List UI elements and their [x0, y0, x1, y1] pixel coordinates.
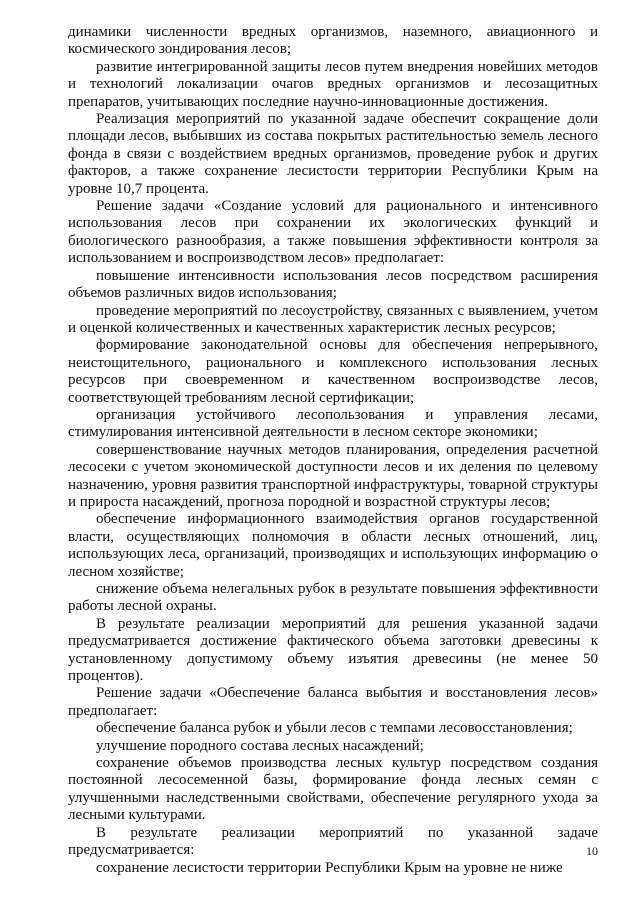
paragraph: повышение интенсивности использования лесов посредством расширения объемов различных видов использования;	[68, 267, 598, 302]
paragraph: развитие интегрированной защиты лесов путем внедрения новейших методов и технологий локализации очагов вредных организмов и лесозащитных препаратов, учитывающих последние научно-инновационные достижения.	[68, 58, 598, 110]
paragraph: организация устойчивого лесопользования и управления лесами, стимулирования интенсивной деятельности в лесном секторе экономики;	[68, 406, 598, 441]
paragraph: В результате реализации мероприятий по указанной задаче предусматривается:	[68, 824, 598, 859]
paragraph: проведение мероприятий по лесоустройству, связанных с выявлением, учетом и оценкой количественных и качественных характеристик лесных ресурсов;	[68, 302, 598, 336]
paragraph: В результате реализации мероприятий для решения указанной задачи предусматривается достижение фактического объема заготовки древесины к установленному допустимому объему изъятия древесины (не менее 50 процентов).	[68, 615, 598, 685]
paragraph: снижение объема нелегальных рубок в результате повышения эффективности работы лесной охраны.	[68, 581, 598, 615]
paragraph: Реализация мероприятий по указанной задаче обеспечит сокращение доли площади лесов, выбывших из состава покрытых растительностью земель лесного фонда в связи с воздействием вредных организмов, проведение рубок и других факторов, а также сохранение лесистости территории Республики Крым на уровне 10,7 процента.	[68, 111, 598, 197]
paragraph: совершенствование научных методов планирования, определения расчетной лесосеки с учетом экономической доступности лесов и их деления по целевому назначению, уровня развития транспортной инфраструктуры, товарной структуры и прироста насаждений, прогноза породной и возрастной структуры лесов;	[68, 441, 598, 510]
paragraph: сохранение объемов производства лесных культур посредством создания постоянной лесосеменной базы, формирование фонда лесных семян с улучшенными наследственными свойствами, обеспечение регулярного ухода за лесными культурами.	[68, 755, 598, 824]
paragraph: Решение задачи «Обеспечение баланса выбытия и восстановления лесов» предполагает:	[68, 685, 598, 719]
paragraph: обеспечение информационного взаимодействия органов государственной власти, осуществляющих полномочия в области лесных отношений, лиц, использующих леса, организаций, производящих и использующих информацию о лесном хозяйстве;	[68, 511, 598, 580]
paragraph: улучшение породного состава лесных насаждений;	[96, 737, 424, 754]
paragraph: сохранение лесистости территории Республики Крым на уровне не ниже	[96, 859, 563, 876]
paragraph: Решение задачи «Создание условий для рационального и интенсивного использования лесов при сохранении их экологических функций и биологического разнообразия, а также повышения эффективности контроля за использованием и воспроизводством лесов» предполагает:	[68, 198, 598, 267]
page-number: 10	[586, 844, 598, 858]
paragraph: формирование законодательной основы для обеспечения непрерывного, неистощительного, рационального и комплексного использования лесных ресурсов при своевременном и качественном воспроизводстве лесов, соответствующей требованиям лесной сертификации;	[68, 337, 598, 406]
paragraph: динамики численности вредных организмов, наземного, авиационного и космического зондирования лесов;	[68, 24, 598, 58]
paragraph: обеспечение баланса рубок и убыли лесов с темпами лесовосстановления;	[96, 720, 573, 737]
